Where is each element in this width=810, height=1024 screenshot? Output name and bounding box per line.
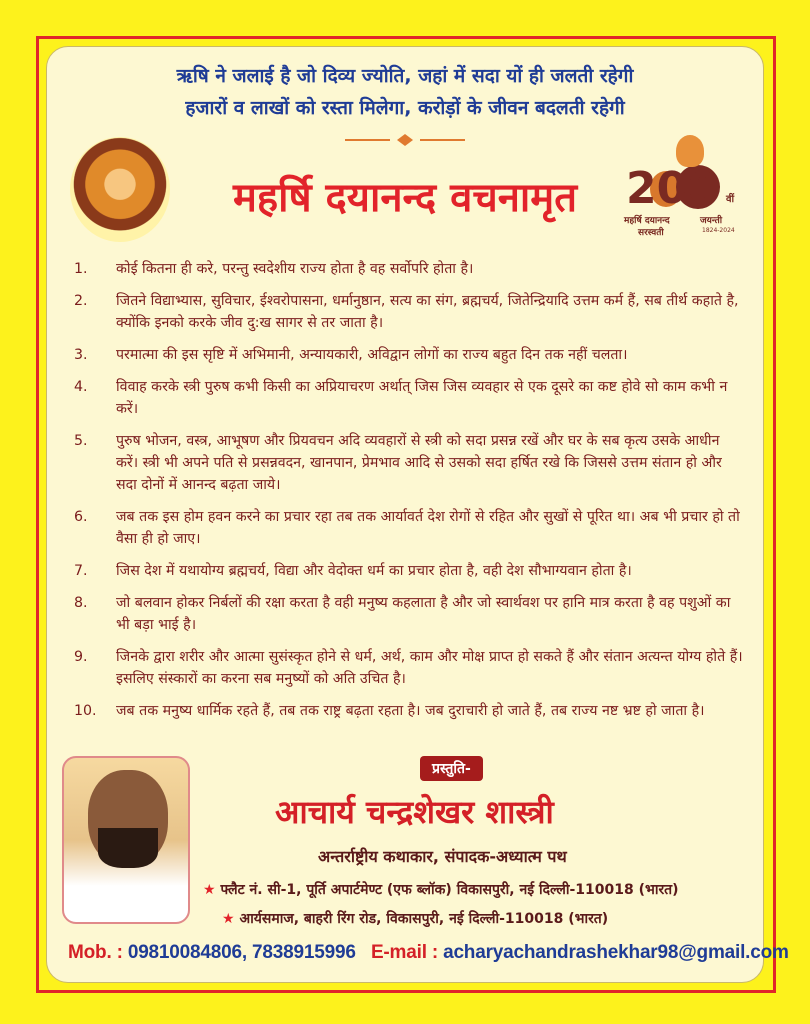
logo-suffix: वीं bbox=[726, 194, 735, 205]
presenter-name: आचार्य चन्द्रशेखर शास्त्री bbox=[275, 793, 554, 831]
item-text: जितने विद्याभ्यास, सुविचार, ईश्वरोपासना, धर्मानुष्ठान, सत्य का संग, ब्रह्मचर्य, जितेन्द्रियादि उत्तम कर्म हैं, सब तीर्थ कहाते है, क्योंकि इनको करके जीव दु:ख सागर से तर जाता है। bbox=[116, 293, 739, 331]
list-item bbox=[74, 344, 746, 366]
item-number: 9. bbox=[74, 649, 88, 665]
logo-number: 200 bbox=[626, 163, 718, 214]
list-item bbox=[74, 376, 746, 420]
star-icon: ★ bbox=[203, 882, 221, 898]
presenter-designation: अन्तर्राष्ट्रीय कथाकार, संपादक-अध्यात्म पथ bbox=[318, 847, 567, 866]
maharshi-dayanand-portrait bbox=[70, 137, 170, 242]
list-item bbox=[74, 506, 746, 550]
item-number: 8. bbox=[74, 595, 88, 611]
page-title: महर्षि दयानन्द वचनामृत bbox=[232, 175, 577, 221]
item-number: 4. bbox=[74, 379, 88, 395]
address-text: आर्यसमाज, बाहरी रिंग रोड, विकासपुरी, नई दिल्ली-110018 (भारत) bbox=[239, 911, 609, 927]
presented-by-label: प्रस्तुति- bbox=[420, 756, 483, 781]
presenter-photo bbox=[62, 756, 190, 924]
list-item bbox=[74, 430, 746, 496]
item-number: 10. bbox=[74, 703, 97, 719]
item-number: 1. bbox=[74, 261, 88, 277]
address-text: फ्लैट नं. सी-1, पूर्ति अपार्टमेण्ट (एफ ब्लॉक) विकासपुरी, नई दिल्ली-110018 (भारत) bbox=[220, 882, 679, 898]
list-item bbox=[74, 290, 746, 334]
item-text: जब तक इस होम हवन करने का प्रचार रहा तब तक आर्यावर्त देश रोगों से रहित और सुखों से पूरित था। अब भी प्रचार हो तो वैसा ही हो जाए। bbox=[116, 509, 740, 547]
address-line-2 bbox=[222, 909, 608, 928]
list-item bbox=[74, 560, 746, 582]
item-number: 5. bbox=[74, 433, 88, 449]
verse-line-2: हजारों व लाखों को रस्ता मिलेगा, करोड़ों के जीवन बदलती रहेगी bbox=[185, 97, 625, 119]
item-text: कोई कितना ही करे, परन्तु स्वदेशीय राज्य होता है वह सर्वोपरि होता है। bbox=[116, 261, 474, 277]
item-text: जब तक मनुष्य धार्मिक रहते हैं, तब तक राष्ट्र बढ़ता रहता है। जब दुराचारी हो जाते हैं, तब राज्य नष्ट भ्रष्ट हो जाता है। bbox=[116, 703, 705, 719]
item-text: परमात्मा की इस सृष्टि में अभिमानी, अन्यायकारी, अविद्वान लोगों का राज्य बहुत दिन तक नहीं चलता। bbox=[116, 347, 628, 363]
mobile-numbers[interactable]: 09810084806, 7838915996 bbox=[127, 942, 356, 963]
address-line-1 bbox=[203, 880, 679, 899]
bicentenary-logo bbox=[618, 135, 743, 245]
logo-jayanti: जयन्ती bbox=[700, 216, 723, 226]
item-number: 3. bbox=[74, 347, 88, 363]
item-number: 7. bbox=[74, 563, 88, 579]
item-number: 6. bbox=[74, 509, 88, 525]
logo-name-2: सरस्वती bbox=[638, 228, 664, 238]
email-link[interactable]: acharyachandrashekhar98@gmail.com bbox=[443, 942, 789, 963]
item-text: विवाह करके स्त्री पुरुष कभी किसी का अप्रियाचरण अर्थात् जिस जिस व्यवहार से एक दूसरे का कष्ट होवे सो काम कभी न करें। bbox=[116, 379, 728, 417]
email-label: E-mail : bbox=[370, 942, 438, 963]
item-number: 2. bbox=[74, 293, 88, 309]
list-item bbox=[74, 592, 746, 636]
list-item bbox=[74, 258, 746, 280]
quotes-list bbox=[74, 258, 746, 732]
mobile-label: Mob. : bbox=[68, 942, 123, 963]
verse-line-1: ऋषि ने जलाई है जो दिव्य ज्योति, जहां में सदा यों ही जलती रहेगी bbox=[176, 65, 634, 87]
list-item bbox=[74, 700, 746, 722]
logo-years: 1824-2024 bbox=[702, 227, 735, 234]
logo-name: महर्षि दयानन्द bbox=[624, 216, 670, 226]
list-item bbox=[74, 646, 746, 690]
item-text: जिनके द्वारा शरीर और आत्मा सुसंस्कृत होने से धर्म, अर्थ, काम और मोक्ष प्राप्त हो सकते हैं और संतान अत्यन्त योग्य होते हैं। इसलिए संस्कारों का करना सब मनुष्यों को अति उचित है। bbox=[116, 649, 743, 687]
item-text: जिस देश में यथायोग्य ब्रह्मचर्य, विद्या और वेदोक्त धर्म का प्रचार होता है, वही देश सौभाग्यवान होता है। bbox=[116, 563, 632, 579]
item-text: पुरुष भोजन, वस्त्र, आभूषण और प्रियवचन अदि व्यवहारों से स्त्री को सदा प्रसन्न रखें और घर के सब कृत्य उसके आधीन करें। स्त्री भी अपने पति से प्रसन्नवदन, खानपान, प्रेमभाव आदि से उसको सदा हर्षित रखे कि जिससे उत्तम संतान हो और सदा दोनों में आनन्द बढ़ता जाये। bbox=[116, 433, 722, 493]
star-icon: ★ bbox=[222, 911, 240, 927]
item-text: जो बलवान होकर निर्बलों की रक्षा करता है वही मनुष्य कहलाता है और जो स्वार्थवश पर हानि मात्र करता है वह पशुओं का भी बड़ा भाई है। bbox=[116, 595, 731, 633]
ornament-divider-icon bbox=[345, 133, 465, 147]
contact-line bbox=[68, 942, 789, 964]
